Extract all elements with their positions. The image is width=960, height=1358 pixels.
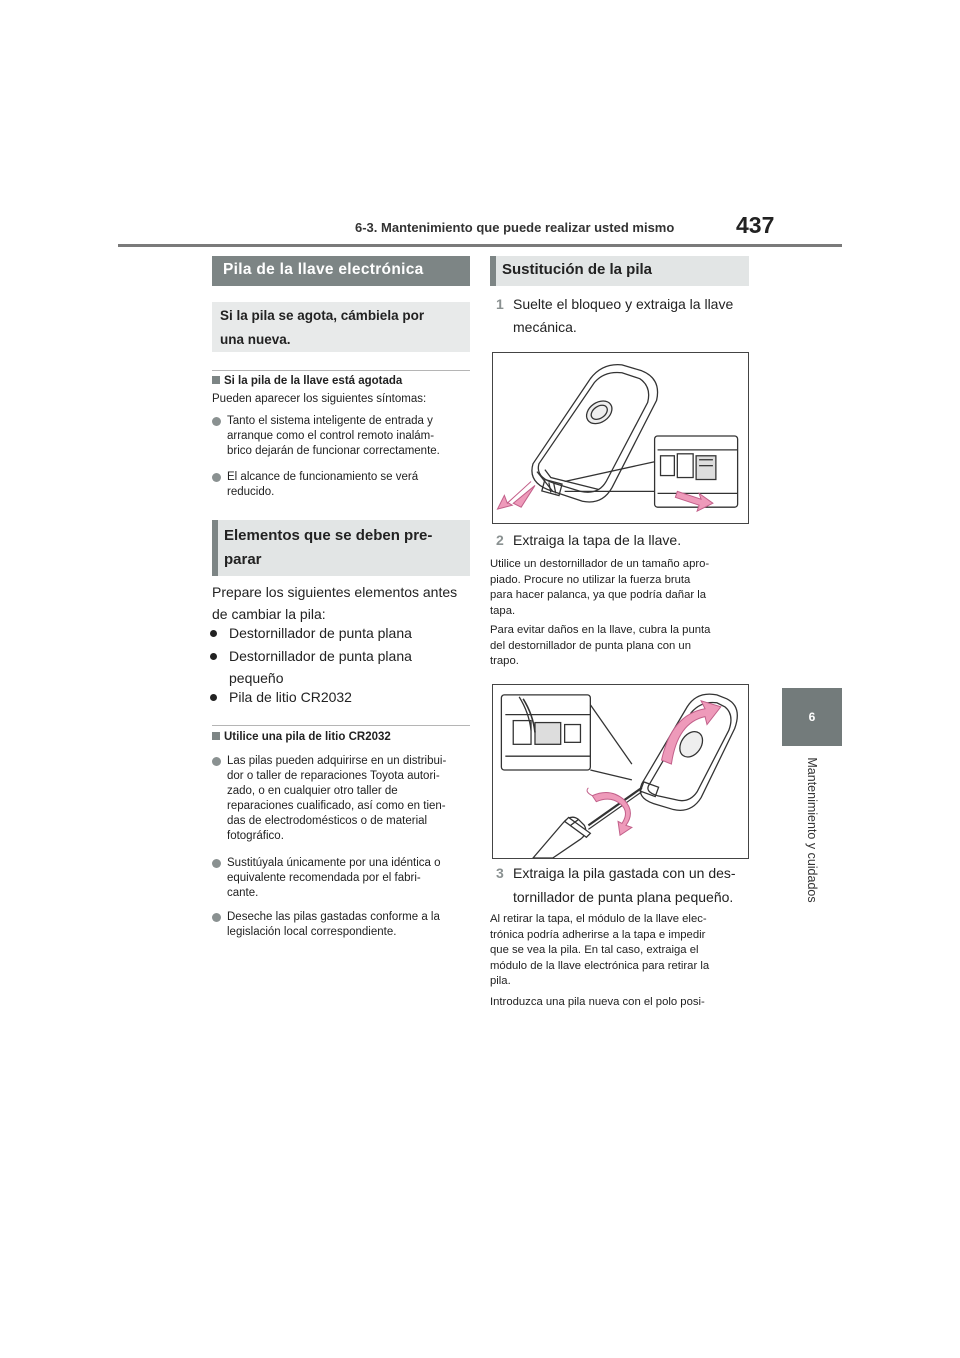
divider-2 xyxy=(212,725,470,726)
figure-remove-mechanical-key xyxy=(492,352,749,524)
section-title: 6-3. Mantenimiento que puede realizar usted mismo xyxy=(355,220,675,235)
prepare-item-line: Destornillador de punta plana xyxy=(229,625,412,641)
bullet-item xyxy=(227,910,440,940)
bullet-item xyxy=(227,414,440,459)
intro-box xyxy=(212,302,470,352)
prepare-line: de cambiar la pila: xyxy=(212,606,326,622)
note-line: piado. Procure no utilizar la fuerza bruta xyxy=(490,573,691,586)
bullet-line: fotográfico. xyxy=(227,830,284,842)
bullet-line: reparaciones cualificado, así como en tien- xyxy=(227,800,446,812)
bullet-line: brico dejarán de funcionar correctamente. xyxy=(227,445,440,457)
bullet-line: Sustitúyala únicamente por una idéntica o xyxy=(227,857,441,869)
note-line: que se vea la pila. En tal caso, extraiga el xyxy=(490,944,699,956)
bullet-line: legislación local correspondiente. xyxy=(227,926,397,938)
step-1 xyxy=(496,293,734,338)
heading-battery-text: Pila de la llave electrónica xyxy=(223,261,424,278)
chapter-number: 6 xyxy=(808,710,816,724)
key-fob-illustration-1 xyxy=(493,353,748,523)
step-3 xyxy=(496,862,736,908)
page-number: 437 xyxy=(736,212,775,238)
prepare-text xyxy=(212,581,457,625)
heading-items-line-1: Elementos que se deben pre- xyxy=(224,527,433,544)
intro-line-1: Si la pila se agota, cámbiela por xyxy=(220,308,425,323)
step3-note-2 xyxy=(490,995,705,1011)
subheading-cr2032-text: Utilice una pila de litio CR2032 xyxy=(224,731,391,743)
bullet-line: El alcance de funcionamiento se verá xyxy=(227,471,419,483)
step-number: 1 xyxy=(496,296,504,312)
bullet-dot-icon xyxy=(210,653,217,660)
bullet-line: arranque como el control remoto inalám- xyxy=(227,430,435,442)
bullet-dot-icon xyxy=(210,630,217,637)
step3-note-1 xyxy=(490,912,709,990)
bullet-line: reducido. xyxy=(227,486,275,498)
prepare-item xyxy=(229,622,412,644)
bullet-line: Deseche las pilas gastadas conforme a la xyxy=(227,911,440,923)
heading-items xyxy=(212,520,470,576)
prepare-item xyxy=(229,686,352,708)
divider-1 xyxy=(212,370,470,371)
subheading-cr2032 xyxy=(212,731,391,743)
step2-note-2 xyxy=(490,623,710,670)
step2-note-1 xyxy=(490,557,709,619)
note-line: módulo de la llave electrónica para retirar la xyxy=(490,959,710,972)
step-line: Extraiga la tapa de la llave. xyxy=(513,532,682,548)
prepare-item-line: pequeño xyxy=(229,670,284,686)
subheading-depleted-text: Si la pila de la llave está agotada xyxy=(224,375,403,387)
bullet-line: das de electrodomésticos o de material xyxy=(227,815,428,827)
step-line: Extraiga la pila gastada con un des- xyxy=(513,865,736,881)
subheading-depleted xyxy=(212,375,402,387)
note-line: trapo. xyxy=(490,655,519,667)
bullet-line: Las pilas pueden adquirirse en un distribui- xyxy=(227,755,447,767)
symptoms-text: Pueden aparecer los siguientes síntomas: xyxy=(212,393,427,405)
key-fob-illustration-2 xyxy=(493,685,748,858)
bullet-line: dor o taller de reparaciones Toyota autori- xyxy=(227,770,440,782)
note-line: Al retirar la tapa, el módulo de la llave elec- xyxy=(490,913,707,925)
bullet-item xyxy=(227,470,418,500)
note-line: tapa. xyxy=(490,604,516,617)
prepare-item-line: Destornillador de punta plana xyxy=(229,648,412,664)
bullet-dot-icon xyxy=(212,417,221,426)
bullet-dot-icon xyxy=(212,757,221,766)
heading-replacement xyxy=(490,256,749,286)
bullet-item xyxy=(227,754,446,844)
bullet-line: Tanto el sistema inteligente de entrada y xyxy=(227,415,433,427)
bullet-line: zado, o en cualquier otro taller de xyxy=(227,785,398,797)
bullet-line: equivalente recomendada por el fabri- xyxy=(227,872,421,884)
heading-replacement-text: Sustitución de la pila xyxy=(502,261,653,278)
bullet-item xyxy=(227,856,441,901)
heading-items-line-2: parar xyxy=(224,551,262,568)
step-line: Suelte el bloqueo y extraiga la llave xyxy=(513,296,734,312)
prepare-item xyxy=(229,645,412,689)
bullet-dot-icon xyxy=(212,913,221,922)
prepare-item-line: Pila de litio CR2032 xyxy=(229,689,352,705)
intro-line-2: una nueva. xyxy=(220,332,291,347)
note-line: Utilice un destornillador de un tamaño apro- xyxy=(490,558,710,570)
figure-remove-cover xyxy=(492,684,749,859)
square-icon xyxy=(212,376,220,384)
note-line: Para evitar daños en la llave, cubra la punta xyxy=(490,624,711,636)
note-line: pila. xyxy=(490,975,511,987)
note-line: del destornillador de punta plana con un xyxy=(490,639,691,652)
bullet-dot-icon xyxy=(212,859,221,868)
note-line: para hacer palanca, ya que podría dañar la xyxy=(490,589,707,601)
step-line: mecánica. xyxy=(513,319,577,335)
chapter-tab xyxy=(782,688,842,746)
note-line: trónica podría adherirse a la tapa e impedir xyxy=(490,928,706,941)
heading-battery xyxy=(212,256,470,286)
bullet-line: cante. xyxy=(227,887,259,899)
header-rule xyxy=(118,244,842,247)
step-line: tornillador de punta plana pequeño. xyxy=(513,889,734,905)
step-2 xyxy=(496,529,682,551)
square-icon xyxy=(212,732,220,740)
bullet-dot-icon xyxy=(210,694,217,701)
bullet-dot-icon xyxy=(212,473,221,482)
chapter-label: Mantenimiento y cuidados xyxy=(805,757,819,903)
step-number: 3 xyxy=(496,865,504,881)
prepare-line: Prepare los siguientes elementos antes xyxy=(212,584,458,600)
note-line: Introduzca una pila nueva con el polo posi- xyxy=(490,996,705,1008)
step-number: 2 xyxy=(496,532,504,548)
